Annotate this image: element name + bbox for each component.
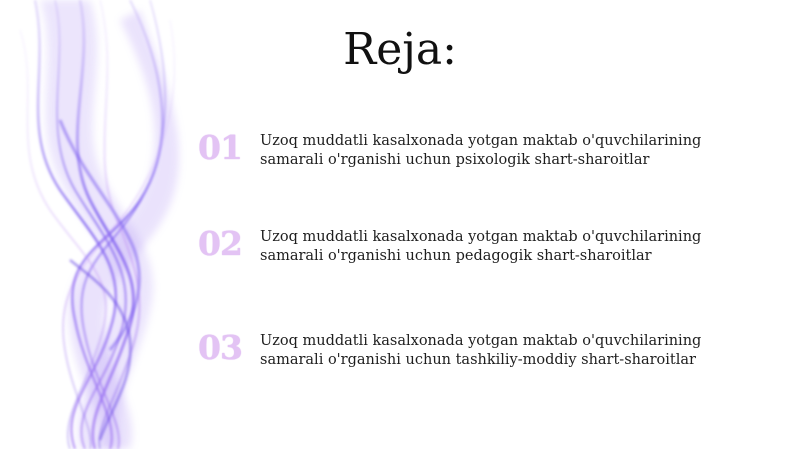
agenda-number-3: 03 [198,328,242,367]
agenda-item-3 [196,326,756,386]
purple-smoke-decoration [0,0,200,449]
agenda-number-2: 02 [198,224,242,263]
agenda-text-2: Uzoq muddatli kasalxonada yotgan maktab o'quvchilarining samarali o'rganishi uchun pedagogik shart-sharoitlar [260,229,702,264]
agenda-item-1 [196,126,756,186]
slide-title: Reja: [343,24,457,75]
agenda-item-2 [196,222,756,282]
agenda-text-3: Uzoq muddatli kasalxonada yotgan maktab o'quvchilarining samarali o'rganishi uchun tashkiliy-moddiy shart-sharoitlar [260,333,702,368]
agenda-number-1: 01 [198,128,242,167]
agenda-text-1: Uzoq muddatli kasalxonada yotgan maktab o'quvchilarining samarali o'rganishi uchun psixologik shart-sharoitlar [260,133,702,168]
